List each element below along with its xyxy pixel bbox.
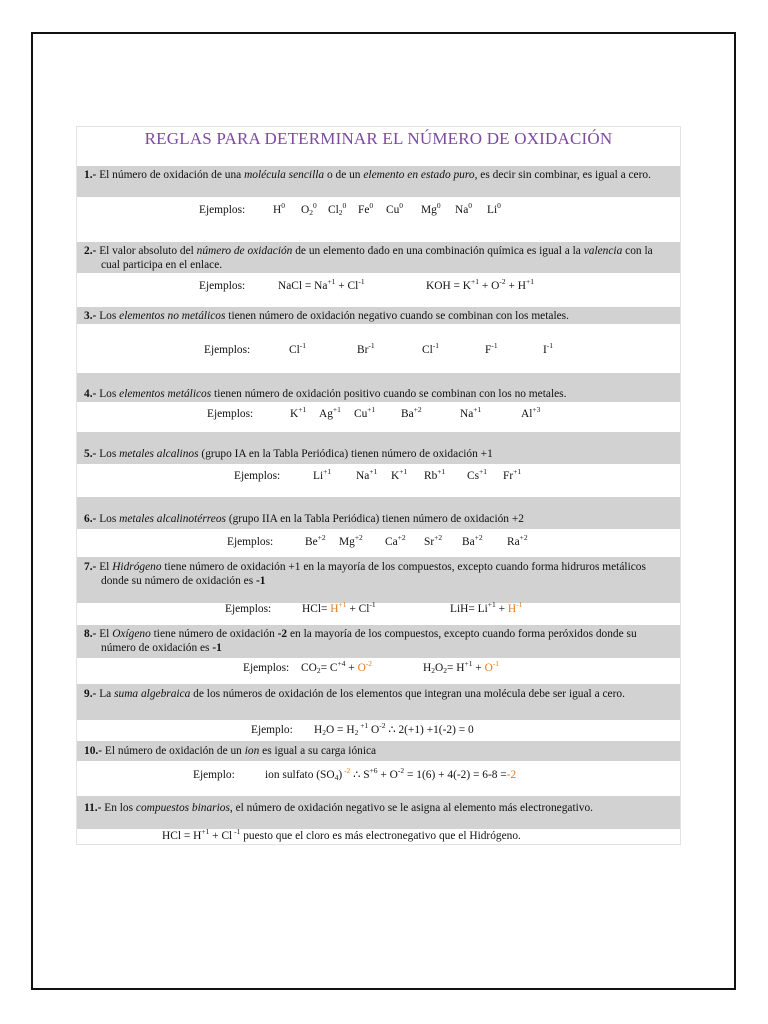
formula: $Cs^{+1}$ — [467, 467, 488, 482]
formula: $O_2^0$ — [301, 201, 317, 217]
formula: $Ag^{+1}$ — [319, 405, 341, 420]
formula: $K^{+1}$ — [391, 467, 408, 482]
examples-label: Ejemplos: — [225, 603, 272, 615]
rule-8: 8.- El Oxígeno tiene número de oxidación -2 en la mayoría de los compuestos, excepto cuando forma peróxidos donde su número de oxidación es -1 — [77, 625, 680, 658]
formula: $Li^{+1}$ — [313, 467, 332, 482]
formula: $Br^{-1}$ — [357, 341, 375, 356]
equation-a: NaCl = $Na^{+1} + Cl^{-1}$ — [278, 277, 365, 292]
formula: $Sr^{+2}$ — [424, 533, 443, 548]
example-label: Ejemplo: — [251, 724, 293, 736]
rule-11: 11.- En los compuestos binarios, el número de oxidación negativo se le asigna al elemento más electronegativo. — [77, 796, 680, 829]
equation-a: $CO_2= C^{+4} + O^{-2}$ — [301, 659, 373, 675]
formula: Li$^0$ — [487, 201, 501, 216]
formula: $H^0$ — [273, 201, 285, 216]
equation-b: $LiH= Li^{+1} + H^{-1}$ — [450, 600, 523, 615]
examples-label: Ejemplos: — [199, 204, 246, 216]
rule-10: 10.- El número de oxidación de un ion es igual a su carga iónica — [77, 741, 680, 761]
equation-a: $HCl= H^{+1} + Cl^{-1}$ — [302, 600, 376, 615]
formula: $Mg^{+2}$ — [339, 533, 363, 548]
page-title: REGLAS PARA DETERMINAR EL NÚMERO DE OXIDACIÓN — [144, 129, 613, 148]
formula: $Na^{+1}$ — [460, 405, 482, 420]
equation: ion sulfato $(SO_4)$ $^{-2}$ ∴ $S^{+6} + O^{-2} = 1(6) + 4(-2) = 6-8 =-2$ — [265, 766, 517, 782]
formula: $Ba^{+2}$ — [401, 405, 422, 420]
formula: $Rb^{+1}$ — [424, 467, 446, 482]
rule-7: 7.- El Hidrógeno tiene número de oxidación +1 en la mayoría de los compuestos, excepto cuando forma hidruros metálicos donde su número de oxidación es -1 — [77, 557, 680, 603]
formula: $F^{-1}$ — [485, 341, 498, 356]
rule-1: 1.- El número de oxidación de una molécula sencilla o de un elemento en estado puro, es decir sin combinar, es igual a cero. — [77, 166, 680, 197]
equation: HCl = $H^{+1} + Cl$ $^{-1}$ puesto que el cloro es más electronegativo que el Hidrógeno. — [162, 827, 521, 842]
formula: $Ra^{+2}$ — [507, 533, 528, 548]
formula: $K^{+1}$ — [290, 405, 307, 420]
examples-label: Ejemplos: — [243, 662, 290, 674]
formula: $Ca^{+2}$ — [385, 533, 406, 548]
equation-b: $H_2O_2= H^{+1} + O^{-1}$ — [423, 659, 500, 675]
equation-b: KOH = $K^{+1} + O^{-2} + H^{+1}$ — [426, 277, 534, 292]
examples-label: Ejemplos: — [234, 470, 281, 482]
formula: $Cl_2^0$ — [328, 201, 347, 217]
formula: Cu$^0$ — [386, 201, 404, 216]
formula: $Ba^{+2}$ — [462, 533, 483, 548]
examples-label: Ejemplos: — [207, 408, 254, 420]
equation: $H_2O = H_2$ $^{+1}$ $O^{-2}$ ∴ 2(+1) +1(-2) = 0 — [314, 721, 474, 737]
formula: $Al^{+3}$ — [521, 405, 541, 420]
rule-6: 6.- Los metales alcalinotérreos (grupo IIA en la Tabla Periódica) tienen número de oxidación +2 — [77, 497, 680, 529]
formula: Fe$^0$ — [358, 201, 374, 216]
examples-label: Ejemplos: — [199, 280, 246, 292]
formula: $I^{-1}$ — [543, 341, 554, 356]
examples-label: Ejemplos: — [227, 536, 274, 548]
formula: $Cu^{+1}$ — [354, 405, 376, 420]
formula: Na$^0$ — [455, 201, 473, 216]
formula: $Fr^{+1}$ — [503, 467, 522, 482]
examples-label: Ejemplos: — [204, 344, 251, 356]
rule-2: 2.- El valor absoluto del número de oxidación de un elemento dado en una combinación química es igual a la valencia con la cual participa en el enlace. — [77, 242, 680, 273]
rule-3: 3.- Los elementos no metálicos tienen número de oxidación negativo cuando se combinan con los metales. — [77, 307, 680, 324]
formula: $Be^{+2}$ — [305, 533, 326, 548]
formula: $Cl^{-1}$ — [422, 341, 440, 356]
formula: Mg$^0$ — [421, 201, 441, 216]
rule-5: 5.- Los metales alcalinos (grupo IA en la Tabla Periódica) tienen número de oxidación +1 — [77, 432, 680, 464]
formula: $Cl^{-1}$ — [289, 341, 307, 356]
formula: $Na^{+1}$ — [356, 467, 378, 482]
rule-4: 4.- Los elementos metálicos tienen número de oxidación positivo cuando se combinan con los no metales. — [77, 373, 680, 402]
example-label: Ejemplo: — [193, 769, 235, 781]
rule-9: 9.- La suma algebraica de los números de oxidación de los elementos que integran una molécula debe ser igual a cero. — [77, 684, 680, 720]
document-sheet — [76, 126, 681, 845]
